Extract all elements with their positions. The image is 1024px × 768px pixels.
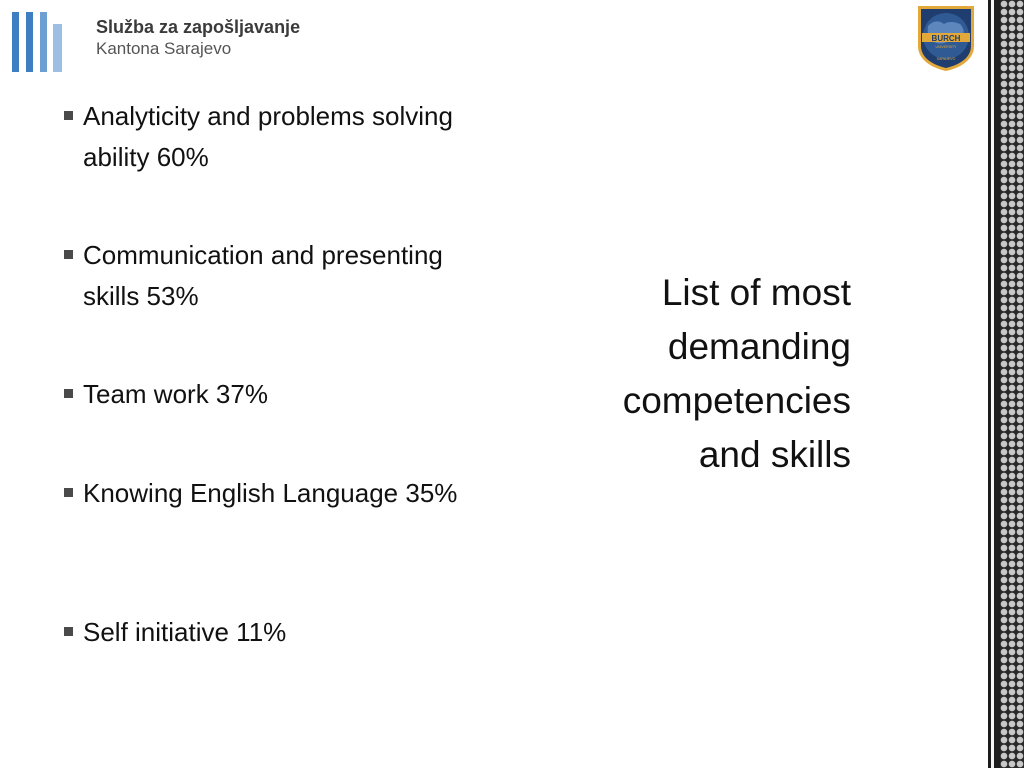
slide-title: List of most demanding competencies and skills — [622, 272, 851, 475]
square-bullet-icon — [64, 389, 73, 398]
logo-bar — [40, 12, 47, 72]
logo-bar — [12, 12, 19, 72]
list-item-text: Self initiative 11% — [83, 617, 287, 647]
logo-bar — [26, 12, 33, 72]
university-emblem-icon — [912, 2, 980, 72]
org-logo — [12, 10, 332, 74]
org-subtitle: Kantona Sarajevo — [96, 39, 232, 58]
list-item-text: Analyticity and problems solving ability 60% — [83, 101, 453, 172]
logo-bar — [53, 24, 62, 72]
list-item-text: Communication and presenting skills 53% — [83, 240, 443, 311]
svg-text:UNIVERSITY: UNIVERSITY — [935, 45, 957, 49]
list-item-text: Team work 37% — [83, 379, 268, 409]
svg-text:SARAJEVO: SARAJEVO — [936, 57, 956, 61]
org-logo-bars-icon — [12, 12, 74, 72]
list-item-text: Knowing English Language 35% — [83, 478, 458, 508]
decorative-border — [988, 0, 1024, 768]
org-name: Služba za zapošljavanje — [96, 17, 301, 37]
square-bullet-icon — [64, 111, 73, 120]
square-bullet-icon — [64, 250, 73, 259]
square-bullet-icon — [64, 627, 73, 636]
border-pattern — [1000, 0, 1024, 768]
svg-text:BURCH: BURCH — [931, 34, 961, 43]
square-bullet-icon — [64, 488, 73, 497]
border-line — [991, 0, 994, 768]
